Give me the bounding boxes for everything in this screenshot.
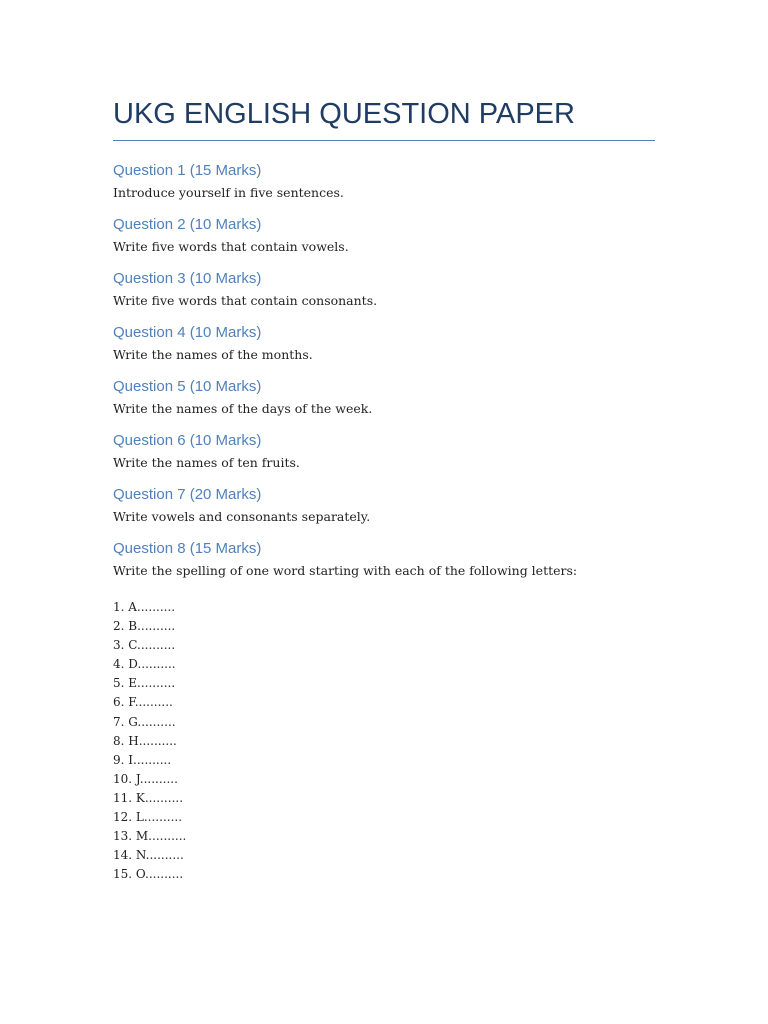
list-item: 2. B.......... — [113, 619, 176, 634]
list-item: 5. E.......... — [113, 676, 176, 691]
question-item — [113, 323, 655, 364]
list-item: 13. M.......... — [113, 829, 187, 844]
question-heading: Question 8 (15 Marks) — [113, 540, 262, 557]
list-item: 1. A.......... — [113, 600, 176, 614]
question-item — [113, 377, 655, 418]
question-heading: Question 2 (10 Marks) — [113, 216, 262, 233]
question-text: Write the spelling of one word starting with each of the following letters: — [113, 563, 578, 578]
letter-list — [113, 598, 655, 884]
page-title: UKG ENGLISH QUESTION PAPER — [113, 96, 655, 141]
list-item: 15. O.......... — [113, 867, 184, 882]
question-text: Write the names of ten fruits. — [113, 455, 300, 470]
question-text: Write five words that contain vowels. — [113, 239, 349, 254]
list-item: 6. F.......... — [113, 695, 173, 710]
list-item: 12. L.......... — [113, 810, 183, 825]
list-item: 8. H.......... — [113, 733, 177, 748]
list-item: 11. K.......... — [113, 790, 184, 805]
question-heading: Question 1 (15 Marks) — [113, 162, 262, 179]
question-item — [113, 161, 655, 202]
question-list — [113, 161, 655, 884]
list-item: 10. J.......... — [113, 771, 178, 786]
question-paper — [113, 96, 655, 897]
question-text: Introduce yourself in five sentences. — [113, 185, 344, 200]
question-item — [113, 431, 655, 472]
question-text: Write the names of the months. — [113, 347, 313, 362]
question-item — [113, 485, 655, 526]
question-heading: Question 6 (10 Marks) — [113, 432, 262, 449]
question-heading: Question 3 (10 Marks) — [113, 270, 262, 287]
question-heading: Question 7 (20 Marks) — [113, 486, 262, 503]
list-item: 3. C.......... — [113, 638, 176, 653]
question-heading: Question 4 (10 Marks) — [113, 324, 262, 341]
question-text: Write the names of the days of the week. — [113, 401, 373, 416]
list-item: 14. N.......... — [113, 848, 184, 863]
question-text: Write vowels and consonants separately. — [113, 509, 371, 524]
question-item — [113, 215, 655, 256]
question-item — [113, 269, 655, 310]
list-item: 4. D.......... — [113, 657, 176, 672]
question-text: Write five words that contain consonants. — [113, 293, 378, 308]
question-item — [113, 539, 655, 884]
question-heading: Question 5 (10 Marks) — [113, 378, 262, 395]
list-item: 9. I.......... — [113, 752, 172, 767]
list-item: 7. G.......... — [113, 714, 176, 729]
